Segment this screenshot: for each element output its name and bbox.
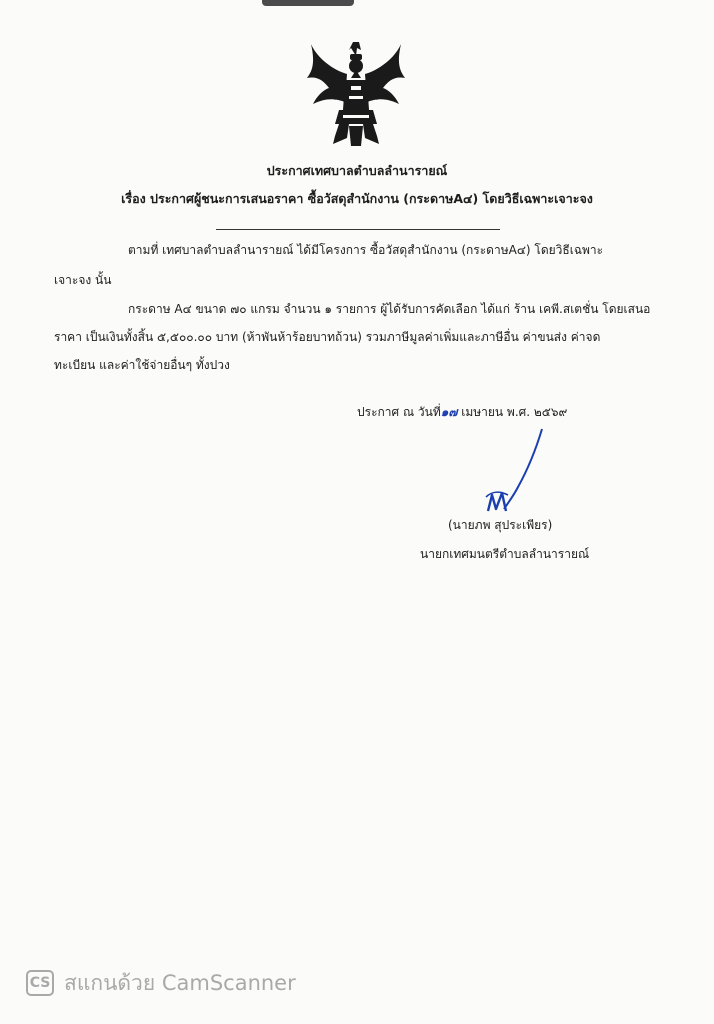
handwritten-signature [478,425,558,515]
document-subject: เรื่อง ประกาศผู้ชนะการเสนอราคา ซื้อวัสดุสำนักงาน (กระดาษA๔) โดยวิธีเฉพาะเจาะจง [121,191,593,206]
date-prefix: ประกาศ ณ วันที่ [357,405,441,419]
paragraph2-line1: กระดาษ A๔ ขนาด ๗๐ แกรม จำนวน ๑ รายการ ผู้ได้รับการคัดเลือก ได้แก่ ร้าน เคพี.สเตชั่น โดยเสนอ [128,302,651,316]
watermark-text: สแกนด้วย CamScanner [64,970,296,995]
signatory-position: นายกเทศมนตรีตำบลลำนารายณ์ [420,547,590,561]
paragraph2-line3: ทะเบียน และค่าใช้จ่ายอื่นๆ ทั้งปวง [54,358,230,372]
top-edge-mark [262,0,354,6]
paragraph1-line1: ตามที่ เทศบาลตำบลลำนารายณ์ ได้มีโครงการ ซื้อวัสดุสำนักงาน (กระดาษA๔) โดยวิธีเฉพาะ [128,243,604,257]
signatory-name: (นายภพ สุประเพียร) [448,518,553,532]
camscanner-logo-icon: CS [26,970,54,996]
date-day: ๑๗ [440,405,458,419]
garuda-emblem-icon [303,40,409,148]
date-suffix: เมษายน พ.ศ. ๒๕๖๙ [461,405,568,419]
title-divider [216,229,500,230]
camscanner-watermark [26,967,296,999]
document-title: ประกาศเทศบาลตำบลลำนารายณ์ [266,163,448,178]
paragraph2-line2: ราคา เป็นเงินทั้งสิ้น ๕,๕๐๐.๐๐ บาท (ห้าพันห้าร้อยบาทถ้วน) รวมภาษีมูลค่าเพิ่มและภาษีอื่น ค่าขนส่ง ค่าจด [54,330,601,344]
paragraph1-line2: เจาะจง นั้น [54,273,112,287]
announcement-date [357,403,567,422]
